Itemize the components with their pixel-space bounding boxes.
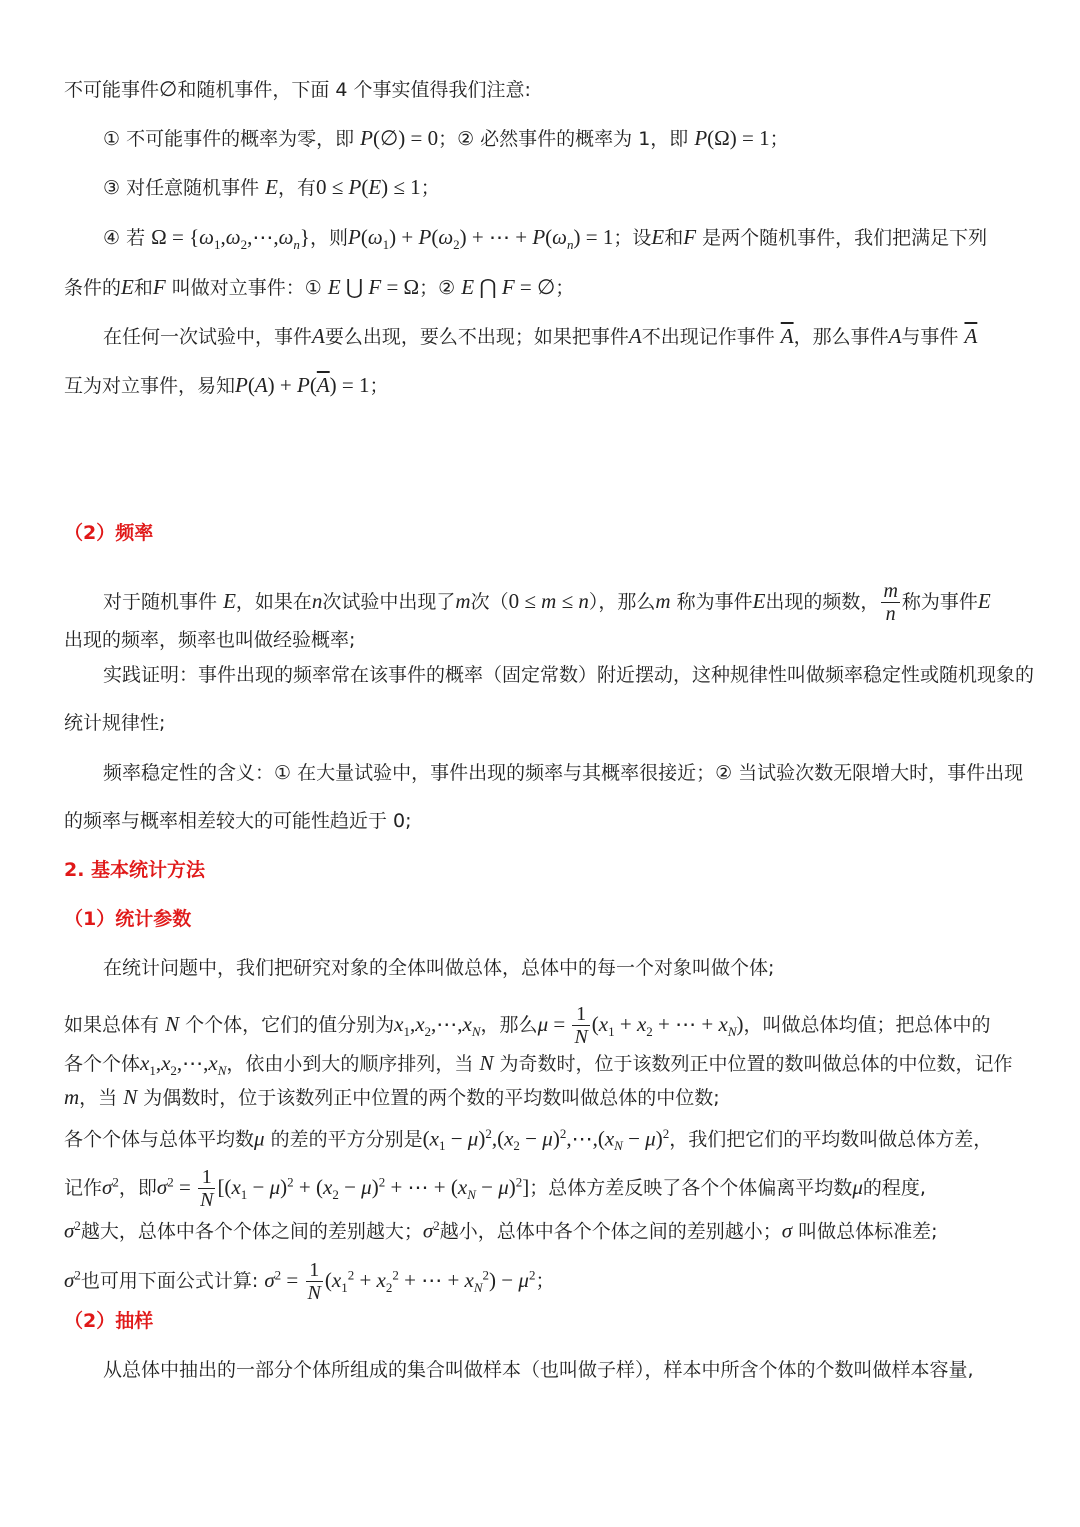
text-line: 各个个体$x_1,x_2,\cdots,x_N$，依由小到大的顺序排列，当 N 为奇数时，位于该数列正中位置的数叫做总体的中位数，记作 [64, 1051, 1013, 1078]
section-heading-sampling: （2）抽样 [64, 1310, 154, 1332]
text-line: 从总体中抽出的一部分个体所组成的集合叫做样本（也叫做子样），样本中所含个体的个数叫做样本容量, [103, 1359, 974, 1381]
text-line: 统计规律性; [64, 712, 166, 734]
text-line: 各个个体与总体平均数μ 的差的平方分别是$(x_1 - \mu)^2,(x_2$ − $\mu)^2,\cdots,(x_N - \mu)^2$，我们把它们的平均数叫做总体方差， [64, 1126, 993, 1154]
text-line: 互为对立事件，易知$P(A) + P(\overline{A}) = 1$； [64, 373, 389, 397]
text-line: 不可能事件∅和随机事件，下面 4 个事实值得我们注意: [64, 77, 531, 101]
fraction-m-over-n: $\frac{m}{n}$ [883, 580, 898, 625]
fraction-1-over-N: $\frac{1}{N}$ [574, 1003, 588, 1048]
section-heading-statistics: 2. 基本统计方法 [64, 859, 206, 881]
text-line: 对于随机事件 E，如果在n次试验中出现了m次（0 ≤ m ≤ n），那么m 称为事件E出现的频数， $\frac{m}{n}$ 称为事件E [103, 580, 991, 625]
text-line: 的频率与概率相差较大的可能性趋近于 0; [64, 810, 412, 832]
section-heading-frequency: （2）频率 [64, 522, 154, 544]
fraction-1-over-N: $\frac{1}{N}$ [200, 1166, 214, 1211]
text-line: 如果总体有 N 个个体，它们的值分别为$x_1,x_2,\cdots,x_N$，那么μ = $\frac{1}{N}$ ($x_1 + x_2$ + ⋯ + $x_N$)，叫做总体均值；把总体中的 [64, 1003, 991, 1048]
text-line: $\sigma^2$越大，总体中各个个体之间的差别越大；$\sigma^2$越小，总体中各个个体之间的差别越小；σ 叫做总体标准差; [64, 1218, 938, 1243]
section-heading-parameters: （1）统计参数 [64, 908, 192, 930]
text-line: 在任何一次试验中，事件A要么出现，要么不出现；如果把事件A不出现记作事件 $\overline{A}$，那么事件A与事件 $\overline{A}$ [103, 324, 978, 348]
text-line: 实践证明：事件出现的频率常在该事件的概率（固定常数）附近摆动，这种规律性叫做频率稳定性或随机现象的 [103, 664, 1035, 686]
text-line: ③ 对任意随机事件 E，有0 ≤ P(E) ≤ 1； [103, 175, 440, 199]
text-line: 记作$\sigma^2$，即$\sigma^2$ = $\frac{1}{N}$ [$(x_1 - \mu)^2 + (x_2 - \mu)^2$ + ⋯ + $(x_N - \mu)^2$]；总体方差反映了各个个体偏离平均数μ的程度, [64, 1166, 926, 1211]
text-line: ① 不可能事件的概率为零，即 P(∅) = 0；② 必然事件的概率为 1，即 P(Ω) = 1； [103, 126, 789, 150]
text-line: 在统计问题中，我们把研究对象的全体叫做总体，总体中的每一个对象叫做个体; [103, 957, 775, 979]
text-line: $\sigma^2$也可用下面公式计算: $\sigma^2$ = $\frac{1}{N}$ ($x_1^2 + x_2^2$ + ⋯ + $x_N^2) - \mu^2$； [64, 1259, 555, 1304]
text-line: 出现的频率，频率也叫做经验概率; [64, 629, 356, 651]
text-line: ④ 若 $\Omega = \{\omega_1,\omega_2,\cdots,\omega_n\}$，则$P(\omega_1) + P(\omega_2)$ + ⋯ + $P(\omega_n) = 1$；设E和F 是两个随机事件，我们把满足下列 [103, 225, 988, 252]
text-line: 频率稳定性的含义：① 在大量试验中，事件出现的频率与其概率很接近；② 当试验次数无限增大时，事件出现 [103, 762, 1024, 784]
fraction-1-over-N: $\frac{1}{N}$ [307, 1259, 321, 1304]
text-line: m，当 N 为偶数时，位于该数列正中位置的两个数的平均数叫做总体的中位数; [64, 1085, 720, 1109]
text-line: 条件的E和F 叫做对立事件：① E ⋃ F = Ω；② E ⋂ F = ∅； [64, 275, 575, 299]
